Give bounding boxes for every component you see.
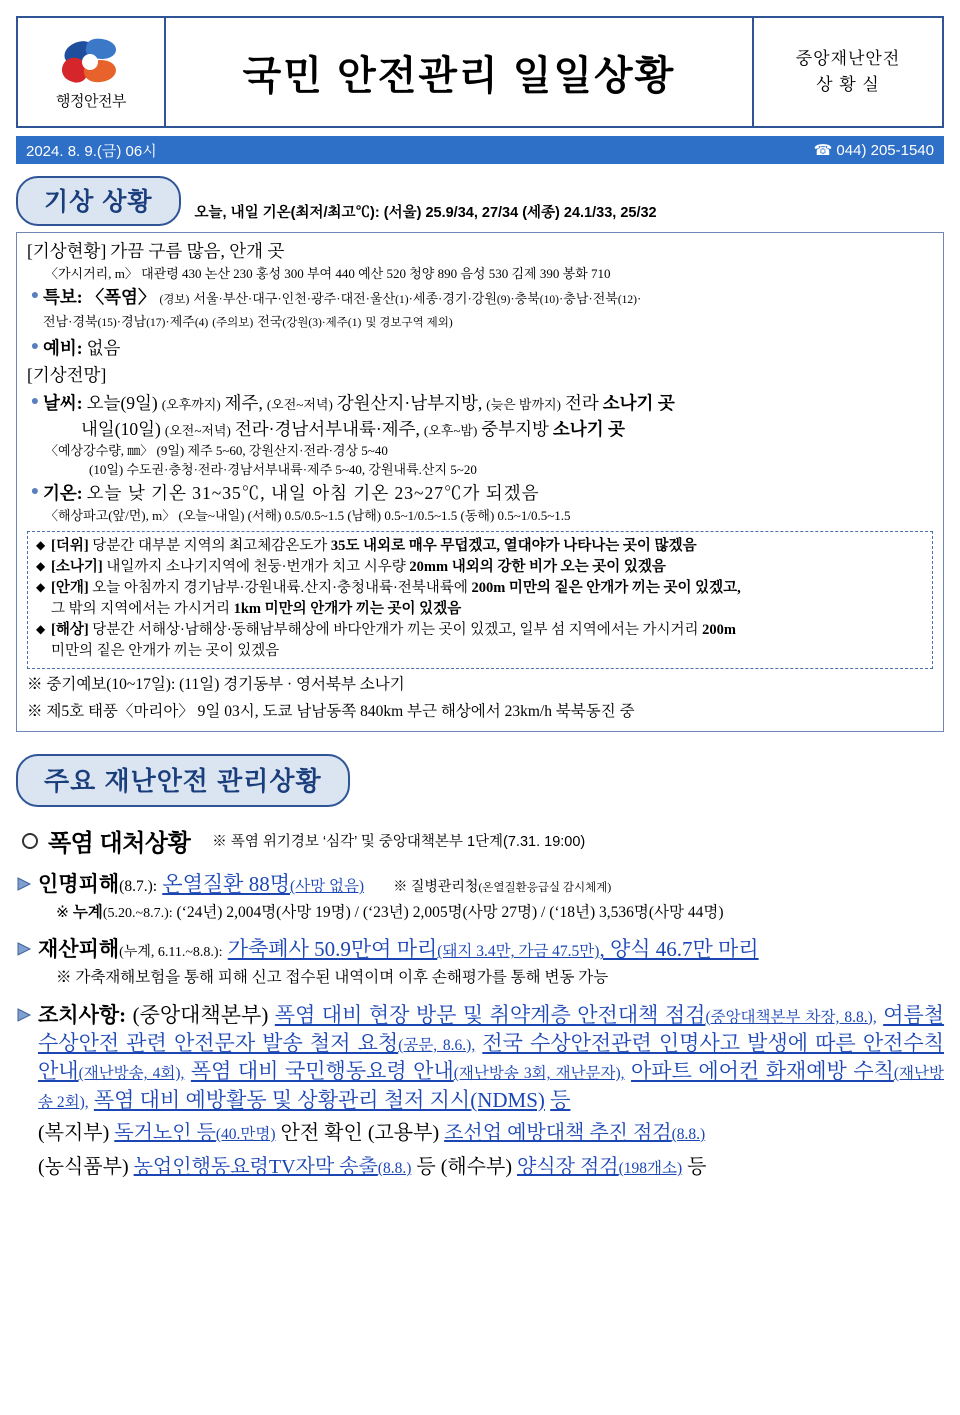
alert-tag: [소나기] (51, 558, 103, 575)
alert-row (36, 620, 924, 641)
property-damage-period: (누계, 6.11.~8.8.): (119, 945, 223, 961)
government-emblem-icon (60, 38, 122, 86)
forecast-tomorrow: 내일(10일) (81, 418, 161, 439)
special-warning-label: 특보: (43, 287, 83, 308)
forecast-tomorrow-region-1: 전라·경남서부내륙·제주, (234, 418, 420, 439)
forecast-temp-row (27, 481, 933, 507)
actions-paragraph (38, 1001, 944, 1114)
diamond-icon: ◆ (36, 537, 46, 552)
current-weather-line (27, 239, 933, 265)
oceans-action-count[interactable]: (198개소) (618, 1160, 683, 1178)
datetime-bar (16, 136, 944, 164)
forecast-temp-value: 오늘 낮 기온 31~35℃, 내일 아침 기온 23~27℃가 되겠음 (86, 483, 540, 504)
special-warning-regions-7: ·제주 (165, 313, 195, 329)
bullet-icon: ● (30, 338, 40, 354)
advisory-count-jeju: (1) (347, 316, 362, 329)
rainfall-line-2: (10일) 수도권·충청·전라·경남서부내륙·제주 5~40, 강원내륙.산지 5~20 (89, 461, 477, 477)
forecast-today-time-2: (오전~저녁) (266, 397, 333, 413)
action-detail-4[interactable]: (재난방송 3회, 재난문자), (453, 1065, 625, 1083)
aquaculture-link[interactable]: , 양식 46.7만 마리 (599, 937, 759, 962)
actions-label: 조치사항: (38, 1002, 127, 1027)
weather-section-header (16, 176, 944, 226)
alert-text: 당분간 서해상·남해상·동해남부해상에 바다안개가 끼는 곳이 있겠고, 일부 섬 지역에서는 가시거리 (92, 621, 703, 638)
alert-text: 내일까지 소나기지역에 천둥·번개가 치고 시우량 (106, 558, 410, 575)
cumulative-label: 누계 (72, 903, 103, 921)
current-weather-label: [기상현황] (27, 241, 107, 261)
action-detail-6[interactable]: (NDMS) (470, 1087, 545, 1112)
current-weather-value: 가끔 구름 많음, 안개 곳 (110, 241, 285, 261)
alert-text: 당분간 대부분 지역의 최고체감온도가 (92, 537, 331, 554)
special-warning-type: 〈폭염〉 (86, 287, 156, 308)
disaster-section-header (16, 754, 944, 807)
note-mark: ※ (56, 903, 73, 921)
action-detail-5[interactable]: (재난방송 2회), (38, 1065, 944, 1111)
special-warning-level: (경보) (159, 294, 190, 307)
special-warning-count-ulsan: (1) (395, 294, 409, 307)
advisory-paren-1: (강원 (282, 316, 309, 329)
forecast-label-row (27, 363, 933, 389)
welfare-action-link[interactable]: 독거노인 등 (114, 1122, 216, 1145)
rainfall-today: (9일) 제주 5~60, 강원산지·전라·경상 5~40 (156, 443, 388, 459)
oceans-etc: 등 (687, 1156, 707, 1179)
casualty-source: ※ 질병관리청 (393, 880, 479, 896)
oceans-action-link[interactable]: 양식장 점검 (516, 1156, 619, 1179)
action-link-4[interactable]: 폭염 대비 국민행동요령 안내 (190, 1059, 454, 1084)
property-damage-line (38, 935, 944, 963)
casualty-item (16, 870, 944, 923)
special-warning-regions-6: ·경남 (116, 313, 147, 329)
report-datetime: 2024. 8. 9.(금) 06시 (26, 142, 157, 160)
casualty-death-note[interactable]: (사망 없음) (289, 878, 365, 896)
forecast-today-region-2: 강원산지·남부지방, (336, 393, 483, 414)
weather-section-title: 기상 상황 (16, 176, 181, 226)
triangle-bullet-icon (16, 935, 38, 988)
forecast-weather-row (27, 391, 933, 442)
property-damage-item (16, 935, 944, 988)
advisory-level-label: (주의보) (212, 316, 254, 329)
agriculture-action-link[interactable]: 농업인행동요령TV자막 송출 (133, 1156, 378, 1179)
triangle-bullet-icon (16, 1001, 38, 1182)
forecast-today: 오늘(9일) (86, 393, 158, 414)
agriculture-etc: 등 (416, 1156, 436, 1179)
forecast-label: [기상전망] (27, 365, 107, 386)
special-warning-sep: · (637, 291, 642, 307)
alert-tag: [해상] (51, 621, 89, 638)
page-title (166, 18, 754, 126)
triangle-bullet-icon (16, 870, 38, 923)
casualty-source-detail: (온열질환응급실 감시체계) (478, 882, 612, 895)
action-etc[interactable]: 등 (550, 1087, 571, 1112)
alert-row (36, 536, 924, 557)
special-warning-count-gangwon: (9) (496, 294, 511, 307)
employment-action-link[interactable]: 조선업 예방대책 추진 점검 (444, 1122, 672, 1145)
alert-row (36, 557, 924, 578)
agency-logo-cell (18, 18, 166, 126)
forecast-today-region-1: 제주, (224, 393, 263, 414)
employment-action-date[interactable]: (8.8.) (671, 1126, 706, 1144)
reserve-row (27, 336, 933, 362)
midterm-note: ※ 중기예보(10~17일): (11일) 경기동부 · 영서북부 소나기 (27, 675, 405, 693)
issuer-line-1: 중앙재난안전 (795, 48, 901, 68)
special-warning-line1 (43, 285, 933, 311)
reserve-label: 예비: (43, 337, 83, 358)
forecast-tomorrow-time-2: (오후~밤) (423, 422, 478, 438)
casualty-date: (8.7.): (119, 878, 158, 896)
action-link-5[interactable]: 아파트 에어컨 화재예방 수칙 (631, 1059, 894, 1084)
diamond-icon: ◆ (36, 579, 46, 594)
forecast-weather-line2 (43, 417, 933, 443)
advisory-paren-2: ·제주 (321, 316, 348, 329)
action-detail-3[interactable]: (재난방송, 4회), (78, 1065, 185, 1083)
special-warning-regions-2: ·세종·경기·강원 (408, 291, 497, 307)
weather-alert-box (27, 531, 933, 669)
action-link-1[interactable]: 폭염 대비 현장 방문 및 취약계층 안전대책 점검 (274, 1002, 706, 1027)
casualty-line (38, 870, 944, 898)
welfare-action-tail: 안전 확인 (275, 1122, 363, 1145)
heatwave-subheader (16, 823, 944, 858)
alert-text-bold: 200m (702, 621, 736, 638)
special-warning-regions-3: ·충북 (510, 291, 540, 307)
special-warning-count-gyeongnam: (17) (146, 316, 166, 329)
actions-org: (중앙대책본부) (132, 1002, 269, 1027)
reserve-value: 없음 (86, 337, 121, 358)
agriculture-action-date[interactable]: (8.8.) (377, 1160, 412, 1178)
advisory-count-gangwon: (3) (308, 316, 322, 329)
issuer-block (754, 18, 942, 126)
alert-row-cont (36, 641, 924, 662)
forecast-today-time-3: (늦은 밤까지) (486, 397, 561, 413)
forecast-today-region-3: 전라 (564, 393, 599, 414)
forecast-tomorrow-phenomenon: 소나기 곳 (552, 418, 625, 439)
ministry-welfare-label: (복지부) (38, 1122, 110, 1145)
casualty-cumulative (38, 903, 944, 924)
bullet-icon: ● (30, 288, 40, 304)
spacer (36, 599, 51, 620)
document-header (16, 16, 944, 128)
typhoon-note: ※ 제5호 태풍〈마리아〉 9일 03시, 도쿄 남남동쪽 840km 부근 해상에서 23km/h 북북동진 중 (27, 702, 635, 720)
forecast-temp-label: 기온: (43, 483, 83, 504)
advisory-exclusion: 및 경보구역 제외) (365, 316, 453, 329)
heatwave-subheader-title: 폭염 대처상황 (48, 830, 191, 858)
circle-bullet-icon (22, 833, 38, 849)
sea-wave-value: (오늘~내일) (서해) 0.5/0.5~1.5 (남해) 0.5~1/0.5~1.5 (동해) 0.5~1/0.5~1.5 (178, 508, 571, 524)
page-title-text: 국민 안전관리 일일상황 (242, 53, 676, 98)
property-damage-note: ※ 가축재해보험을 통해 피해 신고 접수된 내역이며 이후 손해평가를 통해 변동 가능 (56, 968, 609, 986)
alert-text-bold: 1km 미만의 안개가 끼는 곳이 있겠음 (233, 600, 462, 617)
alert-text: 오늘 아침까지 경기남부·강원내륙.산지·충청내륙·전북내륙에 (92, 579, 472, 596)
cumulative-values: (‘24년) 2,004명(사망 19명) / (‘23년) 2,005명(사망 27명) / (‘18년) 3,536명(사망 44명) (172, 903, 724, 921)
action-link-3[interactable]: 전국 수상안전관련 인명사고 발생에 따른 안전수칙 안내 (38, 1031, 944, 1084)
special-warning-count-jeonbuk: (12) (617, 294, 638, 307)
bullet-icon: ● (30, 484, 40, 500)
casualty-count-link[interactable]: 온열질환 88명 (162, 872, 290, 897)
alert-row-cont (36, 599, 924, 620)
diamond-icon: ◆ (36, 558, 46, 573)
document-page (0, 16, 960, 1415)
other-ministries-line-2 (38, 1152, 944, 1182)
special-warning-regions: 서울·부산·대구·인천·광주·대전·울산 (193, 291, 396, 307)
diamond-icon: ◆ (36, 621, 46, 636)
heatwave-alert-status: ※ 폭염 위기경보 ‘심각’ 및 중앙대책본부 1단계(7.31. 19:00) (212, 834, 586, 851)
forecast-weather-label: 날씨: (43, 393, 83, 414)
action-detail-1[interactable]: (중앙대책본부 차장, 8.8.), (705, 1008, 877, 1026)
alert-text: 그 밖의 지역에서는 가시거리 (51, 600, 234, 617)
special-warning-count-chungbuk: (10) (539, 294, 559, 307)
forecast-today-time-1: (오후까지) (161, 397, 221, 413)
alert-text-bold: 200m 미만의 짙은 안개가 끼는 곳이 있겠고, (471, 579, 741, 596)
ministry-agriculture-label: (농식품부) (38, 1156, 129, 1179)
special-warning-count-jeju: (4) (194, 316, 209, 329)
other-ministries-line-1 (38, 1118, 944, 1148)
visibility-line: 〈가시거리, m〉 대관령 430 논산 230 홍성 300 부여 440 예산 520 청양 890 음성 530 김제 390 봉화 710 (45, 265, 611, 281)
temperature-summary: 오늘, 내일 기온(최저/최고℃): (서울) 25.9/34, 27/34 (세종) 24.1/33, 25/32 (194, 205, 657, 221)
ministry-employment-label: (고용부) (367, 1122, 440, 1145)
contact-phone: ☎ 044) 205-1540 (813, 142, 934, 159)
property-damage-label: 재산피해 (38, 937, 120, 962)
special-warning-line2 (43, 311, 933, 334)
forecast-tomorrow-time-1: (오전~저녁) (164, 422, 231, 438)
alert-text-bold: 20mm 내외의 강한 비가 오는 곳이 있겠음 (409, 558, 666, 575)
sea-wave-line (27, 507, 933, 525)
alert-text-bold: 35도 내외로 매우 무덥겠고, 열대야가 나타나는 곳이 많겠음 (330, 537, 697, 554)
rainfall-label: 〈예상강수량, ㎜〉 (45, 443, 154, 459)
alert-tag: [더위] (51, 537, 89, 554)
bullet-icon: ● (30, 394, 40, 410)
livestock-breakdown[interactable]: (돼지 3.4만, 가금 47.5만) (437, 943, 600, 961)
disaster-section-title: 주요 재난안전 관리상황 (16, 754, 350, 807)
actions-item (16, 1001, 944, 1182)
weather-box (16, 232, 944, 732)
rainfall-line-1 (27, 442, 933, 460)
special-warning-row (27, 285, 933, 333)
agency-name: 행정안전부 (56, 92, 126, 110)
action-link-6[interactable]: 폭염 대비 예방활동 및 상황관리 철저 지시 (93, 1087, 471, 1112)
action-link-2[interactable]: 여름철 수상안전 관련 안전문자 발송 철저 요청 (38, 1002, 945, 1056)
forecast-today-phenomenon: 소나기 곳 (602, 393, 675, 414)
action-detail-2[interactable]: (공문, 8.6.), (398, 1037, 476, 1055)
alert-text: 미만의 짙은 안개가 끼는 곳이 있겠음 (51, 642, 280, 659)
issuer-line-2: 상 황 실 (816, 75, 880, 94)
special-warning-regions-5: 전남·경북 (43, 313, 98, 329)
casualty-label: 인명피해 (38, 872, 120, 897)
forecast-weather-line1 (43, 391, 933, 417)
forecast-tomorrow-region-2: 중부지방 (481, 418, 549, 439)
special-warning-regions-4: ·충남·전북 (558, 291, 618, 307)
welfare-action-count[interactable]: (40.만명) (215, 1126, 276, 1144)
alert-row (36, 578, 924, 599)
spacer (36, 641, 51, 662)
advisory-regions: 전국 (257, 313, 283, 329)
cumulative-period: (5.20.~8.7.): (102, 905, 173, 921)
livestock-death-link[interactable]: 가축폐사 50.9만여 마리 (227, 937, 438, 962)
ministry-oceans-label: (해수부) (440, 1156, 512, 1179)
alert-tag: [안개] (51, 579, 89, 596)
sea-wave-label: 〈해상파고(앞/먼), m〉 (45, 508, 176, 524)
special-warning-count-gyeongbuk: (15) (97, 316, 117, 329)
